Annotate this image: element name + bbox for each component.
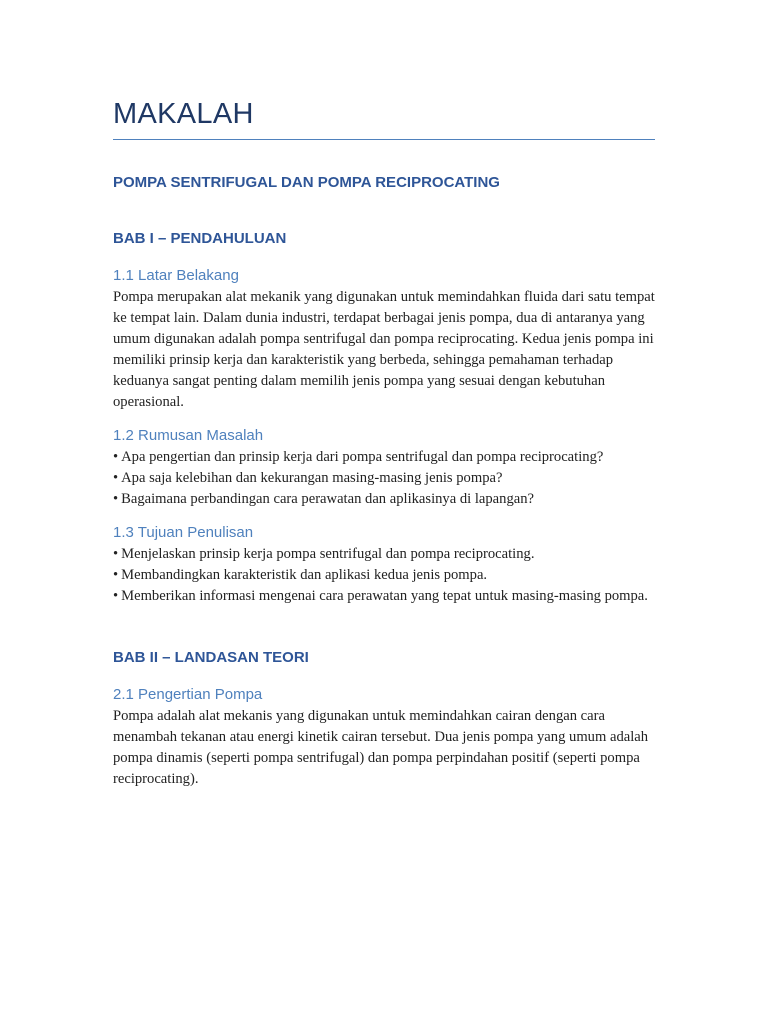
rumusan-masalah-list — [113, 447, 655, 510]
section-heading-2-1: 2.1 Pengertian Pompa — [113, 686, 263, 703]
list-item-text: Apa pengertian dan prinsip kerja dari pompa sentrifugal dan pompa reciprocating? — [121, 449, 604, 465]
chapter-heading-bab1: BAB I – PENDAHULUAN — [113, 230, 287, 247]
bullet-icon: • — [113, 491, 119, 507]
list-item — [113, 447, 655, 468]
paragraph-pengertian-pompa: Pompa adalah alat mekanis yang digunakan untuk memindahkan cairan dengan cara menambah tekanan atau energi kinetik cairan tersebut. Dua jenis pompa yang umum adalah pompa dinamis (seperti pompa sentrifugal) dan pompa perpindahan positif (seperti pompa reciprocating). — [113, 708, 649, 787]
list-item — [113, 565, 655, 586]
list-item-text: Apa saja kelebihan dan kekurangan masing-masing jenis pompa? — [121, 470, 503, 486]
section-heading-1-3: 1.3 Tujuan Penulisan — [113, 524, 254, 541]
list-item — [113, 468, 655, 489]
paragraph-latar-belakang: Pompa merupakan alat mekanik yang digunakan untuk memindahkan fluida dari satu tempat ke tempat lain. Dalam dunia industri, terdapat berbagai jenis pompa, dua di antaranya yang umum digunakan adalah pompa sentrifugal dan pompa reciprocating. Kedua jenis pompa ini memiliki prinsip kerja dan karakteristik yang berbeda, sehingga pemahaman terhadap keduanya sangat penting dalam memilih jenis pompa yang sesuai dengan kebutuhan operasional. — [113, 289, 655, 410]
list-item-text: Memberikan informasi mengenai cara perawatan yang tepat untuk masing-masing pompa. — [121, 588, 648, 604]
section-heading-1-1: 1.1 Latar Belakang — [113, 267, 239, 284]
list-item-text: Menjelaskan prinsip kerja pompa sentrifugal dan pompa reciprocating. — [121, 546, 535, 562]
tujuan-penulisan-list — [113, 544, 655, 607]
document-subtitle: POMPA SENTRIFUGAL DAN POMPA RECIPROCATING — [113, 174, 500, 191]
document-title: MAKALAH — [113, 98, 254, 130]
list-item — [113, 489, 655, 510]
list-item-text: Membandingkan karakteristik dan aplikasi kedua jenis pompa. — [121, 567, 488, 583]
document-page — [113, 0, 655, 790]
section-heading-1-2: 1.2 Rumusan Masalah — [113, 427, 264, 444]
bullet-icon: • — [113, 567, 119, 583]
bullet-icon: • — [113, 588, 119, 604]
chapter-heading-bab2: BAB II – LANDASAN TEORI — [113, 649, 309, 666]
bullet-icon: • — [113, 546, 119, 562]
bullet-icon: • — [113, 470, 119, 486]
title-underline — [113, 139, 655, 140]
list-item — [113, 544, 655, 565]
list-item — [113, 586, 655, 607]
list-item-text: Bagaimana perbandingan cara perawatan dan aplikasinya di lapangan? — [121, 491, 535, 507]
bullet-icon: • — [113, 449, 119, 465]
